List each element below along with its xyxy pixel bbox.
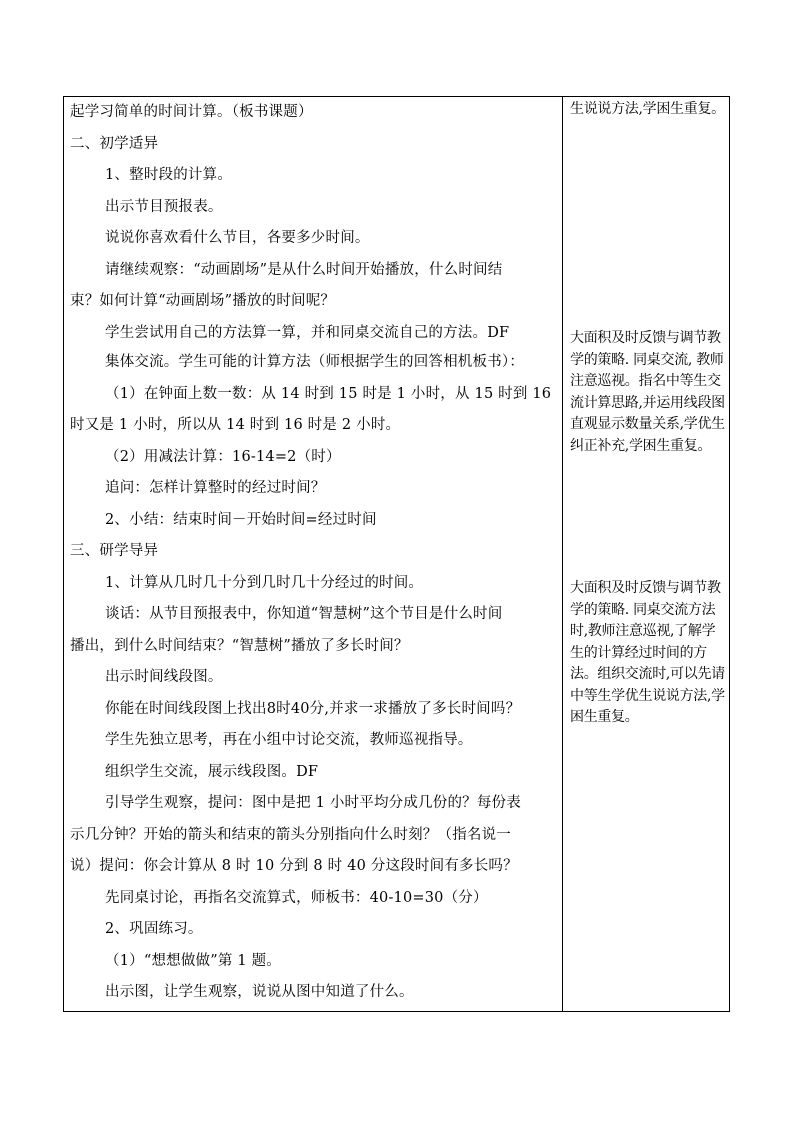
text-line: 你能在时间线段图上找出8时40分,并求一求播放了多长时间吗？ bbox=[105, 701, 521, 717]
text-line: 学生先独立思考，再在小组中讨论交流，教师巡视指导。 bbox=[105, 732, 473, 748]
text-line: 集体交流。学生可能的计算方法（师根据学生的回答相机板书）： bbox=[105, 354, 525, 370]
text-line: 播出，到什么时间结束？“智慧树”播放了多长时间？ bbox=[70, 638, 409, 654]
text-line: 出示图，让学生观察，说说从图中知道了什么。 bbox=[105, 984, 414, 1000]
design-intent-column bbox=[563, 97, 729, 1011]
text-line: 学生尝试用自己的方法算一算，并和同桌交流自己的方法。DF bbox=[105, 325, 510, 341]
text-line: 2、巩固练习。 bbox=[105, 921, 203, 937]
text-line: 束？如何计算“动画剧场”播放的时间呢？ bbox=[70, 293, 336, 309]
text-line: （1）“想想做做”第 1 题。 bbox=[105, 953, 281, 969]
text-line: 2、小结：结束时间－开始时间=经过时间 bbox=[105, 512, 377, 528]
lesson-plan-table bbox=[63, 96, 730, 1012]
text-line: 追问：怎样计算整时的经过时间？ bbox=[105, 480, 326, 496]
side-note: 生说说方法,学困生重复。 bbox=[570, 101, 725, 117]
text-line: 请继续观察：“动画剧场”是从什么时间开始播放，什么时间结 bbox=[105, 262, 503, 278]
text-line: 先同桌讨论，再指名交流算式，师板书：40-10=30（分） bbox=[105, 890, 488, 906]
text-line: （2）用减法计算：16-14=2（时） bbox=[105, 449, 341, 465]
section-heading: 二、初学适异 bbox=[70, 136, 159, 152]
text-line: 出示时间线段图。 bbox=[105, 669, 223, 685]
text-line: 出示节目预报表。 bbox=[105, 199, 223, 215]
text-line: 起学习简单的时间计算。（板书课题） bbox=[70, 104, 313, 120]
section-heading: 三、研学导异 bbox=[70, 543, 159, 559]
side-note: 大面积及时反馈与调节教学的策略. 同桌交流方法时,教师注意巡视,了解学生的计算经过时间的方法。组织交流时,可以先请中等生学优生说说方法,学困生重复。 bbox=[570, 580, 725, 725]
text-line: 说说你喜欢看什么节目，各要多少时间。 bbox=[105, 230, 370, 246]
text-line: 1、整时段的计算。 bbox=[105, 167, 233, 183]
side-note: 大面积及时反馈与调节教学的策略. 同桌交流, 教师注意巡视。指名中等生交流计算思路,并运用线段图直观显示数量关系,学优生纠正补充,学困生重复。 bbox=[570, 330, 725, 454]
teaching-process-column bbox=[64, 97, 562, 1011]
text-line: 引导学生观察，提问：图中是把 1 小时平均分成几份的？每份表 bbox=[105, 795, 521, 811]
text-line: 示几分钟？开始的箭头和结束的箭头分别指向什么时刻？（指名说一 bbox=[70, 827, 511, 843]
text-line: 谈话：从节目预报表中，你知道“智慧树”这个节目是什么时间 bbox=[105, 606, 503, 622]
text-line: （1）在钟面上数一数：从 14 时到 15 时是 1 小时，从 15 时到 16 bbox=[105, 386, 552, 402]
text-line: 1、计算从几时几十分到几时几十分经过的时间。 bbox=[105, 575, 424, 591]
text-line: 时又是 1 小时，所以从 14 时到 16 时是 2 小时。 bbox=[70, 417, 401, 433]
text-line: 说）提问：你会计算从 8 时 10 分到 8 时 40 分这段时间有多长吗？ bbox=[70, 858, 518, 874]
text-line: 组织学生交流，展示线段图。DF bbox=[105, 764, 319, 780]
